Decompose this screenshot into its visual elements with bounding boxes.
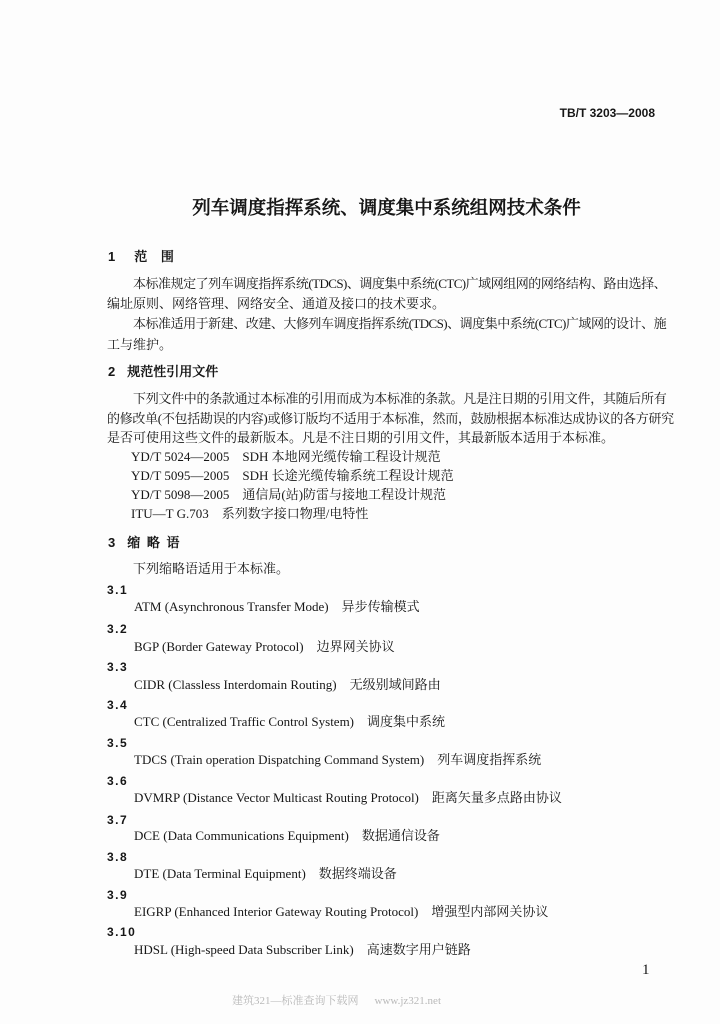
abbreviation-meaning: 数据终端设备 [318, 866, 397, 881]
reference-code: ITU—T G.703 [131, 506, 209, 521]
abbreviation-meaning: 数据通信设备 [361, 828, 440, 843]
reference-title: SDH 长途光缆传输系统工程设计规范 [242, 468, 454, 483]
abbreviation-number: 3.5 [107, 736, 129, 750]
section-heading-text: 缩 略 语 [127, 535, 180, 550]
reference-item [131, 466, 666, 486]
abbreviation-number: 3.10 [107, 925, 137, 939]
section-number: 3 [108, 535, 116, 550]
page-number: 1 [642, 962, 650, 978]
paragraph-line: 下列文件中的条款通过本标准的引用而成为本标准的条款。凡是注日期的引用文件，其随后所有 [133, 391, 667, 406]
abbreviation-term: HDSL (High-speed Data Subscriber Link) [134, 942, 354, 957]
abbreviation-term: DCE (Data Communications Equipment) [134, 828, 349, 843]
reference-title: 通信局(站)防雷与接地工程设计规范 [242, 487, 447, 502]
paragraph-line: 工与维护。 [107, 337, 173, 352]
reference-title: 系列数字接口物理/电特性 [221, 506, 369, 521]
abbreviation-term: EIGRP (Enhanced Interior Gateway Routing Protocol) [134, 904, 419, 919]
abbreviation-number: 3.4 [107, 698, 129, 712]
paragraph-line: 的修改单(不包括勘误的内容)或修订版均不适用于本标准，然而，鼓励根据本标准达成协议的各方研究 [107, 411, 674, 426]
abbreviation-meaning: 增强型内部网关协议 [431, 904, 549, 919]
watermark [232, 993, 441, 1009]
reference-code: YD/T 5098—2005 [131, 487, 230, 502]
abbreviation-number: 3.8 [107, 850, 129, 864]
standard-number: TB/T 3203—2008 [559, 106, 655, 120]
abbreviation-meaning: 列车调度指挥系统 [437, 752, 542, 767]
abbreviation-number: 3.3 [107, 660, 129, 674]
reference-item [131, 504, 666, 524]
abbreviation-number: 3.6 [107, 774, 129, 788]
abbreviation-item [134, 788, 666, 808]
abbreviation-number: 3.2 [107, 622, 129, 636]
section-number: 2 [108, 364, 116, 379]
watermark-url: www.jz321.net [374, 995, 441, 1007]
abbreviations-intro: 下列缩略语适用于本标准。 [133, 561, 290, 576]
section-heading-text: 范 围 [134, 249, 174, 264]
paragraph-line: 编址原则、网络管理、网络安全、通道及接口的技术要求。 [107, 296, 446, 311]
abbreviation-item [134, 864, 666, 884]
abbreviation-term: TDCS (Train operation Dispatching Command System) [134, 752, 425, 767]
abbreviation-item [134, 712, 666, 732]
abbreviation-term: CTC (Centralized Traffic Control System) [134, 714, 355, 729]
abbreviation-term: CIDR (Classless Interdomain Routing) [134, 677, 337, 692]
watermark-site: 建筑321—标准查询下载网 [232, 995, 359, 1007]
abbreviation-term: BGP (Border Gateway Protocol) [134, 639, 304, 654]
abbreviation-meaning: 高速数字用户链路 [366, 942, 471, 957]
abbreviation-meaning: 无级别域间路由 [349, 677, 441, 692]
reference-title: SDH 本地网光缆传输工程设计规范 [242, 449, 441, 464]
paragraph-line: 本标准适用于新建、改建、大修列车调度指挥系统(TDCS)、调度集中系统(CTC)广域网的设计、施 [133, 316, 666, 331]
abbreviation-meaning: 异步传输模式 [341, 599, 420, 614]
document-title: 列车调度指挥系统、调度集中系统组网技术条件 [192, 197, 581, 218]
section-heading-text: 规范性引用文件 [127, 364, 219, 379]
abbreviation-meaning: 边界网关协议 [316, 639, 395, 654]
abbreviation-number: 3.9 [107, 888, 129, 902]
reference-code: YD/T 5024—2005 [131, 449, 230, 464]
abbreviation-item [134, 940, 666, 960]
paragraph-line: 是否可使用这些文件的最新版本。凡是不注日期的引用文件，其最新版本适用于本标准。 [107, 430, 615, 445]
abbreviation-item [134, 637, 666, 657]
abbreviation-item [134, 902, 666, 922]
abbreviation-term: ATM (Asynchronous Transfer Mode) [134, 599, 329, 614]
abbreviation-meaning: 调度集中系统 [367, 714, 446, 729]
abbreviation-item [134, 675, 666, 695]
section-heading-scope [108, 247, 174, 267]
abbreviation-number: 3.7 [107, 813, 129, 827]
paragraph-line: 本标准规定了列车调度指挥系统(TDCS)、调度集中系统(CTC)广域网组网的网络结构、路由选择、 [133, 276, 666, 291]
section-number: 1 [108, 249, 116, 264]
section-heading-abbreviations [108, 533, 179, 553]
abbreviation-item [134, 597, 666, 617]
abbreviation-term: DVMRP (Distance Vector Multicast Routing Protocol) [134, 790, 419, 805]
abbreviation-item [134, 826, 666, 846]
reference-item [131, 447, 666, 467]
abbreviation-meaning: 距离矢量多点路由协议 [431, 790, 562, 805]
reference-code: YD/T 5095—2005 [131, 468, 230, 483]
section-heading-references [108, 362, 218, 382]
abbreviation-item [134, 750, 666, 770]
abbreviation-number: 3.1 [107, 583, 129, 597]
abbreviation-term: DTE (Data Terminal Equipment) [134, 866, 306, 881]
reference-item [131, 485, 666, 505]
